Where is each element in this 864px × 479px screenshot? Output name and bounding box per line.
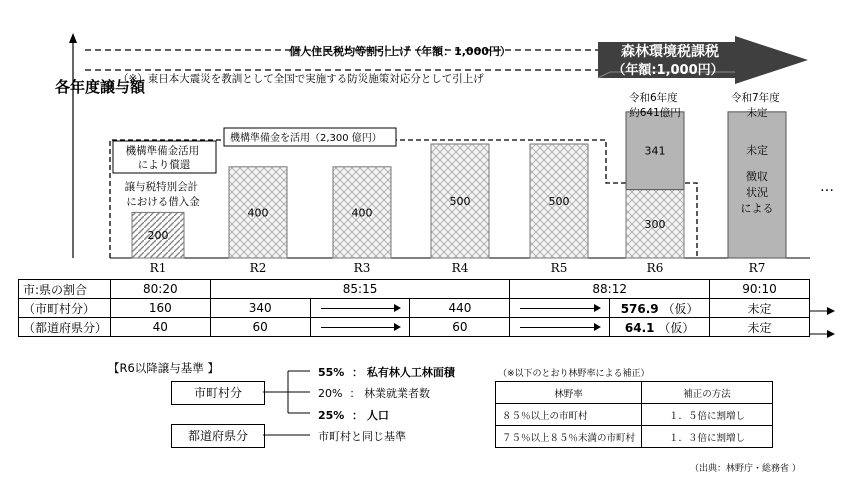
city-r6: 576.9 （仮）	[610, 299, 710, 318]
criteria-item-1: 55% ： 私有林人工林面積	[318, 366, 455, 379]
pref-criteria-text: 市町村と同じ基準	[318, 430, 406, 443]
correction-header-row	[496, 382, 773, 404]
criteria-title: 【R6以降譲与基準 】	[108, 361, 219, 375]
x-tick-r1: R1	[149, 261, 167, 275]
x-tick-r4: R4	[451, 261, 469, 275]
x-tick-r5: R5	[550, 261, 568, 275]
pref-r4: 60	[410, 318, 510, 337]
bar-label-r5: 500	[548, 195, 570, 208]
criteria-item-2: 20% ： 林業就業者数	[318, 387, 430, 400]
continuation-ellipsis: …	[820, 179, 834, 195]
correction-table	[495, 381, 773, 448]
city-criteria-box: 市町村分	[171, 381, 265, 405]
y-axis-label: 各年度譲与額	[55, 78, 146, 96]
city-r1: 160	[110, 299, 210, 318]
bar-r6-top-label: 341	[644, 144, 666, 158]
correction-header-rate: 林野率	[496, 382, 642, 404]
correction-row	[496, 404, 773, 426]
pref-r7: 未定	[710, 318, 810, 337]
bar-label-r3: 400	[351, 206, 373, 220]
city-r4: 440	[410, 299, 510, 318]
ratio-r2-r3: 85:15	[210, 280, 510, 299]
city-r7: 未定	[710, 299, 810, 318]
source-note: （出典：林野庁・総務省 ）	[690, 464, 801, 474]
ratio-r1: 80:20	[110, 280, 210, 299]
ratio-label: 市:県の割合	[19, 280, 111, 299]
criteria-item-3: 25% ： 人口	[318, 409, 389, 422]
ratio-r6-r7: 90:10	[710, 280, 810, 299]
bar-label-r4: 500	[449, 195, 471, 208]
bar-label-r1: 200	[147, 229, 169, 243]
city-r2: 340	[210, 299, 310, 318]
pref-r1: 40	[110, 318, 210, 337]
correction-rate-1: ８５％以上の市町村	[496, 404, 642, 426]
correction-rate-2: ７５％以上８５％未満の市町村	[496, 426, 642, 448]
bar-r7-label: 未定徴収状況による	[740, 143, 774, 215]
forest-tax-amount: （年額:1,000円）	[612, 63, 724, 78]
r7-header: 令和7年度 未定	[730, 92, 780, 119]
disaster-note: （※）東日本大震災を教訓として全国で実施する防災施策対応分として引上げ	[118, 73, 484, 85]
tax-arrow-text-1: 個人住民税均等割引上げ（年額：1,000円）	[289, 45, 511, 58]
correction-method-1: １．５倍に割増し	[642, 404, 773, 426]
borrow-text: 譲与税特別会計 における借入金	[124, 181, 200, 208]
pref-r2: 60	[210, 318, 310, 337]
forest-tax-label: 森林環境税課税	[621, 44, 719, 60]
r6-header: 令和6年度 約641億円	[628, 92, 681, 119]
ratio-r4-r5: 88:12	[510, 280, 710, 299]
pref-label: （都道府県分）	[19, 318, 111, 337]
pref-criteria-box: 都道府県分	[171, 424, 265, 448]
city-label: （市町村分）	[19, 299, 111, 318]
correction-note: （※以下のとおり林野率による補正）	[498, 369, 650, 379]
reserve-box-text: 機構準備金を活用（2,300 億円）	[230, 133, 382, 144]
x-tick-r2: R2	[249, 261, 267, 275]
reserve-small-text: 機構準備金活用 により償還	[125, 145, 200, 171]
correction-method-2: １．３倍に割増し	[642, 426, 773, 448]
correction-header-method: 補正の方法	[642, 382, 773, 404]
correction-row	[496, 426, 773, 448]
x-tick-r3: R3	[353, 261, 371, 275]
x-tick-r6: R6	[646, 261, 664, 275]
bar-label-r6: 300	[644, 217, 666, 231]
pref-r6: 64.1 （仮）	[610, 318, 710, 337]
x-tick-r7: R7	[748, 261, 766, 275]
bar-label-r2: 400	[247, 206, 269, 220]
